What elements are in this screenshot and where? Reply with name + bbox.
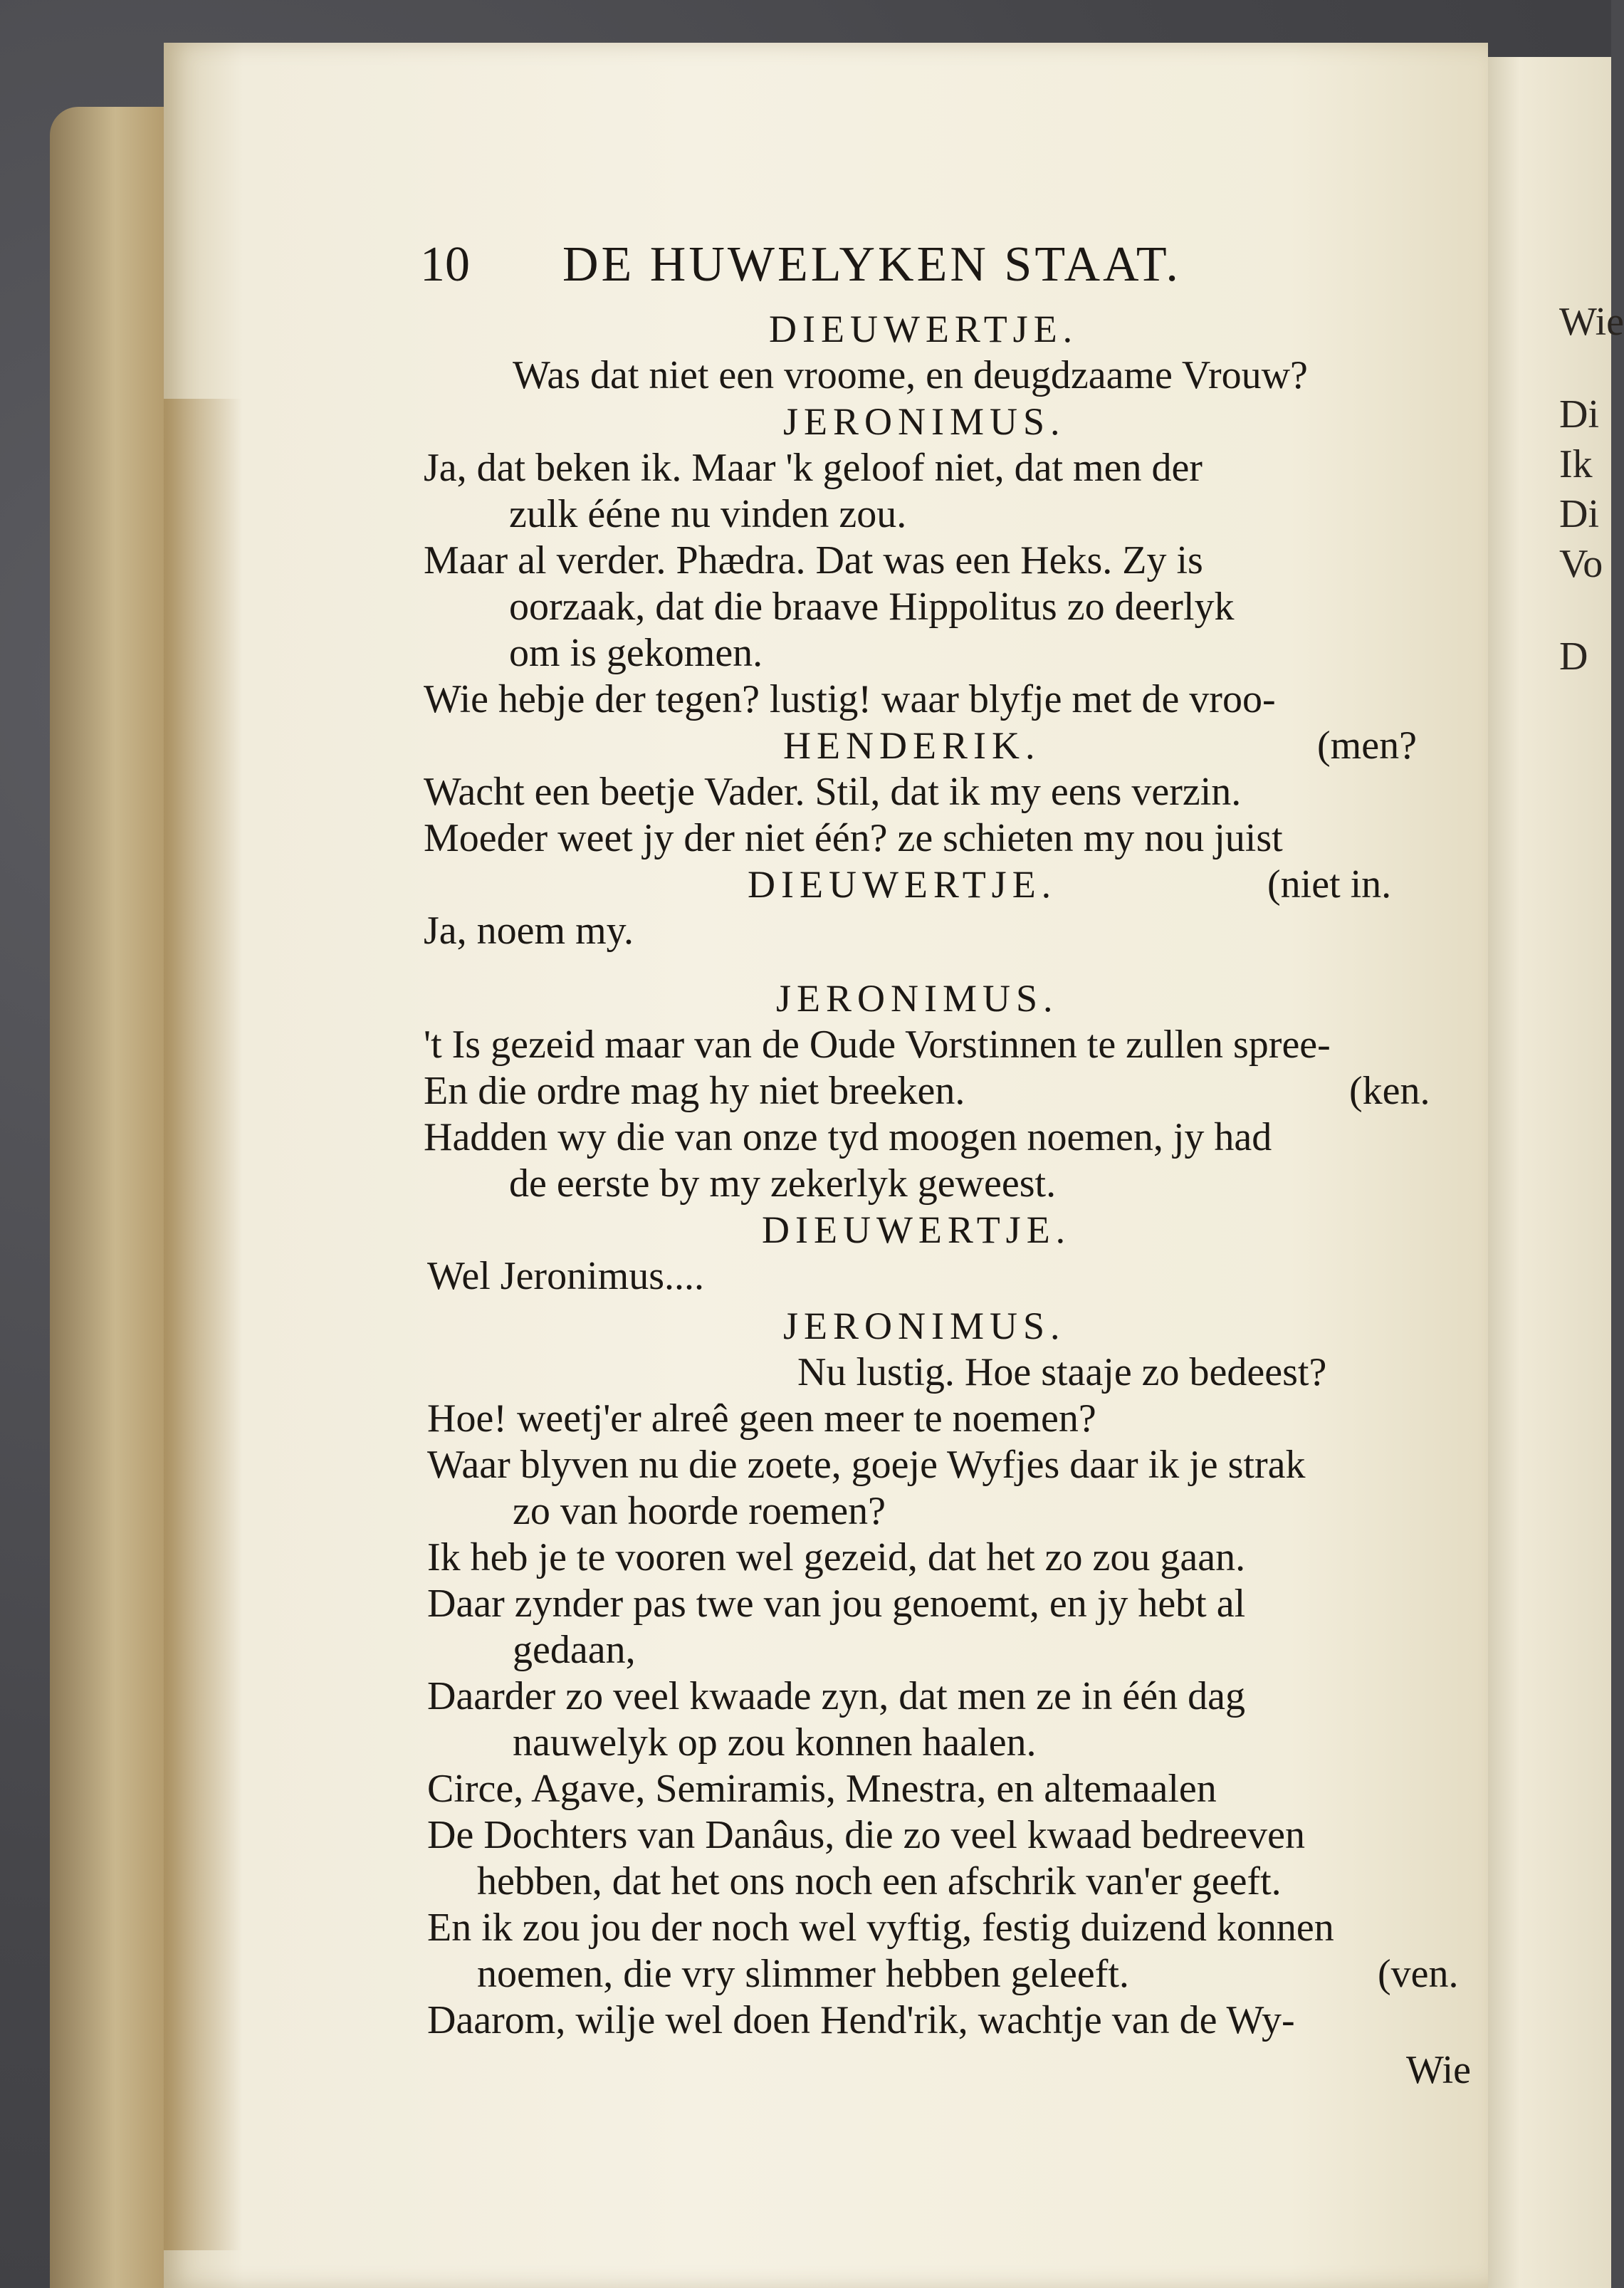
text-line: oorzaak, dat die braave Hippolitus zo deerlyk — [509, 585, 1235, 629]
text-line: Ja, dat beken ik. Maar 'k geloof niet, dat men der — [424, 446, 1203, 490]
text-line: Hoe! weetj'er alreê geen meer te noemen? — [427, 1396, 1096, 1441]
text-line: de eerste by my zekerlyk geweest. — [509, 1161, 1057, 1206]
facing-fragment: Vo — [1559, 542, 1603, 586]
text-line: Was dat niet een vroome, en deugdzaame Vrouw? — [513, 353, 1308, 397]
text-line: zo van hoorde roemen? — [513, 1489, 886, 1533]
text-line: om is gekomen. — [509, 631, 763, 675]
speaker-heading: HENDERIK. — [783, 724, 1041, 767]
text-line: Wie hebje der tegen? lustig! waar blyfje met de vroo- — [424, 677, 1276, 721]
text-line: noemen, die vry slimmer hebben geleeft. — [477, 1952, 1129, 1996]
catchword: Wie — [1406, 2048, 1472, 2092]
facing-fragment: Ik — [1559, 442, 1593, 486]
text-line: En die ordre mag hy niet breeken. — [424, 1069, 965, 1113]
page-number: 10 — [420, 237, 470, 292]
text-line: Daar zynder pas twe van jou genoemt, en jy hebt al — [427, 1582, 1246, 1626]
speaker-heading: JERONIMUS. — [783, 1305, 1066, 1347]
speaker-heading: JERONIMUS. — [783, 400, 1066, 443]
turnover-fragment: (ken. — [1349, 1069, 1430, 1113]
text-line: De Dochters van Danâus, die zo veel kwaad bedreeven — [427, 1813, 1306, 1857]
facing-fragment: Di — [1559, 392, 1599, 437]
text-line: gedaan, — [513, 1628, 636, 1672]
text-line: zulk ééne nu vinden zou. — [509, 492, 907, 536]
turnover-fragment: (ven. — [1378, 1952, 1459, 1996]
text-line: Ik heb je te vooren wel gezeid, dat het zo zou gaan. — [427, 1535, 1246, 1579]
speaker-heading: DIEUWERTJE. — [748, 863, 1057, 906]
text-line: Daarom, wilje wel doen Hend'rik, wachtje van de Wy- — [427, 1998, 1295, 2042]
text-line: hebben, dat het ons noch een afschrik van'er geeft. — [477, 1859, 1282, 1903]
text-line: 't Is gezeid maar van de Oude Vorstinnen te zullen spree- — [424, 1023, 1331, 1067]
turnover-fragment: (men? — [1317, 724, 1417, 768]
text-line: Nu lustig. Hoe staaje zo bedeest? — [797, 1350, 1327, 1394]
page-stain — [164, 399, 242, 2250]
speaker-heading: JERONIMUS. — [776, 977, 1059, 1020]
text-line: Ja, noem my. — [424, 909, 634, 953]
facing-page — [1481, 57, 1624, 2288]
text-line: Daarder zo veel kwaade zyn, dat men ze in één dag — [427, 1674, 1245, 1718]
turnover-fragment: (niet in. — [1267, 862, 1392, 907]
facing-fragment: D — [1559, 634, 1588, 679]
text-line: Moeder weet jy der niet één? ze schieten my nou juist — [424, 816, 1283, 860]
text-line: Wel Jeronimus.... — [427, 1254, 704, 1298]
running-title: DE HUWELYKEN STAAT. — [562, 237, 1181, 292]
facing-fragment: Wie — [1559, 300, 1624, 344]
text-line: nauwelyk op zou konnen haalen. — [513, 1720, 1037, 1765]
text-line: Waar blyven nu die zoete, goeje Wyfjes daar ik je strak — [427, 1443, 1306, 1487]
text-line: Hadden wy die van onze tyd moogen noemen, jy had — [424, 1115, 1272, 1159]
text-line: Wacht een beetje Vader. Stil, dat ik my eens verzin. — [424, 770, 1242, 814]
text-line: Maar al verder. Phædra. Dat was een Heks. Zy is — [424, 538, 1203, 583]
facing-fragment: Di — [1559, 492, 1599, 536]
text-line: En ik zou jou der noch wel vyftig, festig duizend konnen — [427, 1906, 1334, 1950]
speaker-heading: DIEUWERTJE. — [769, 308, 1079, 350]
text-line: Circe, Agave, Semiramis, Mnestra, en altemaalen — [427, 1767, 1217, 1811]
speaker-heading: DIEUWERTJE. — [762, 1208, 1072, 1251]
